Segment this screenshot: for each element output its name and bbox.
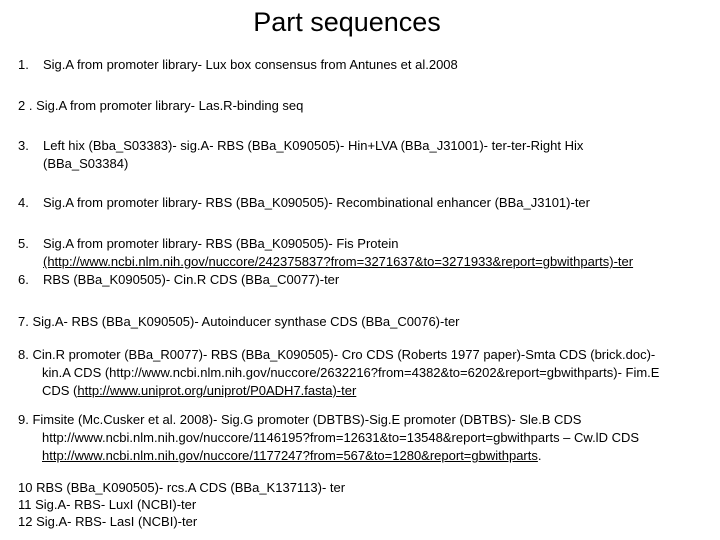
- list-item-2: 2 . Sig.A from promoter library- Las.R-binding seq: [18, 98, 304, 113]
- page-title: Part sequences: [253, 7, 441, 37]
- item-text: [43, 137, 583, 173]
- item-line: Sig.A from promoter library- RBS (BBa_K090505)- Fis Protein: [43, 236, 399, 251]
- list-item-7: 7. Sig.A- RBS (BBa_K090505)- Autoinducer synthase CDS (BBa_C0076)-ter: [18, 314, 460, 329]
- item-text: Sig.A from promoter library- RBS (BBa_K090505)- Recombinational enhancer (BBa_J3101)-ter: [43, 195, 590, 210]
- fis-protein-link[interactable]: (http://www.ncbi.nlm.nih.gov/nuccore/242375837?from=3271637&to=3271933&report=gbwithparts)-ter: [43, 254, 634, 269]
- item-number: 5.: [18, 236, 29, 251]
- item-line: Left hix (Bba_S03383)- sig.A- RBS (BBa_K090505)- Hin+LVA (BBa_J31001)- ter-ter-Right Hix: [43, 138, 584, 153]
- item-line: 9. Fimsite (Mc.Cusker et al. 2008)- Sig.G promoter (DBTBS)-Sig.E promoter (DBTBS)- Sle.B CDS: [18, 412, 582, 427]
- item-number: 1.: [18, 57, 29, 72]
- uniprot-link[interactable]: http://www.uniprot.org/uniprot/P0ADH7.fasta)-ter: [77, 383, 357, 398]
- item-number: 6.: [18, 272, 29, 287]
- list-item-10: 10 RBS (BBa_K090505)- rcs.A CDS (BBa_K137113)- ter: [18, 480, 346, 495]
- item-line-prefix: CDS (: [42, 383, 78, 398]
- list-item-12: 12 Sig.A- RBS- LasI (NCBI)-ter: [18, 514, 198, 529]
- item-number: 3.: [18, 138, 29, 153]
- item-text: Sig.A from promoter library- Lux box consensus from Antunes et al.2008: [43, 57, 458, 72]
- item-line: (BBa_S03384): [43, 156, 129, 171]
- item-text: RBS (BBa_K090505)- Cin.R CDS (BBa_C0077)-ter: [43, 272, 340, 287]
- ncbi-link[interactable]: http://www.ncbi.nlm.nih.gov/nuccore/1177247?from=567&to=1280&report=gbwithparts: [42, 448, 538, 463]
- list-item-11: 11 Sig.A- RBS- LuxI (NCBI)-ter: [18, 497, 197, 512]
- list-item-9: [18, 411, 639, 465]
- item-line: [18, 448, 542, 463]
- item-line: [18, 383, 356, 398]
- item-number: 4.: [18, 195, 29, 210]
- item-line: kin.A CDS (http://www.ncbi.nlm.nih.gov/nuccore/2632216?from=4382&to=6202&report=gbwithparts)- Fim.E: [42, 365, 660, 380]
- item-line: 8. Cin.R promoter (BBa_R0077)- RBS (BBa_K090505)- Cro CDS (Roberts 1977 paper)-Smta CDS (brick.doc)-: [18, 347, 656, 362]
- item-line-suffix: .: [537, 448, 542, 463]
- item-line: http://www.ncbi.nlm.nih.gov/nuccore/1146195?from=12631&to=13548&report=gbwithparts – Cw.lD CDS: [42, 430, 640, 445]
- list-item-8: [18, 346, 659, 400]
- item-text: [43, 235, 633, 271]
